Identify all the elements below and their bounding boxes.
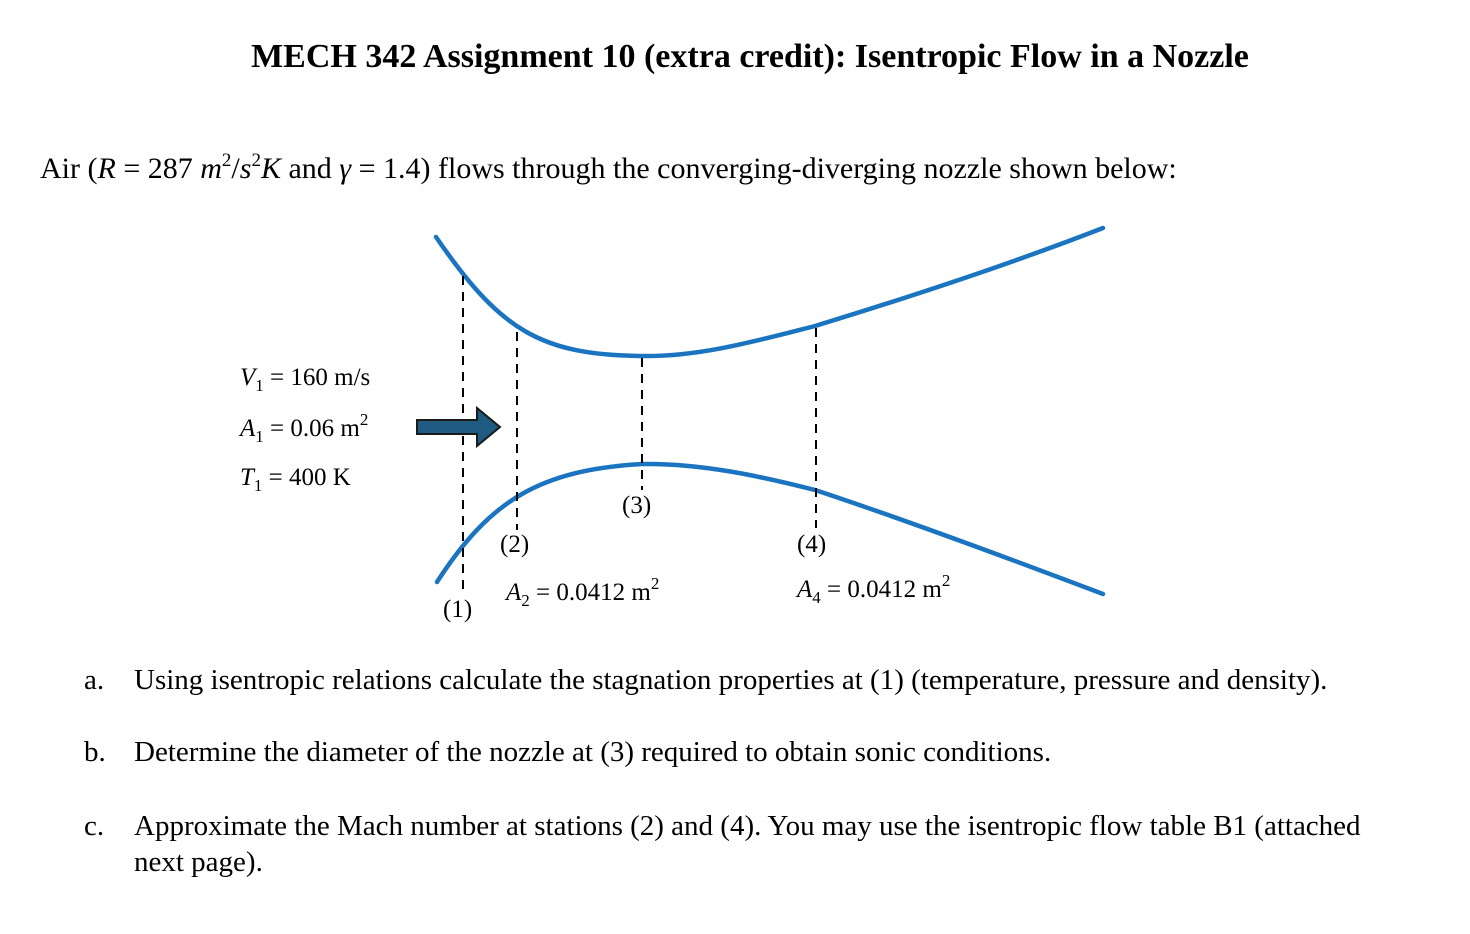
question-b [84, 734, 1051, 770]
unit-exp-2: 2 [251, 150, 261, 171]
inlet-velocity-label: $V_1 = 160$ m/s [240, 364, 371, 395]
gamma-symbol: γ [339, 152, 352, 185]
gas-constant-value: = 287 [115, 152, 201, 185]
gamma-value: = 1.4 [351, 152, 421, 185]
question-c [84, 808, 1384, 880]
question-a [84, 662, 1327, 698]
nozzle-upper-wall [436, 228, 1103, 356]
nozzle-lower-wall [437, 464, 1103, 594]
flow-direction-arrow-icon [417, 408, 500, 446]
page-title: MECH 342 Assignment 10 (extra credit): Isentropic Flow in a Nozzle [251, 38, 1249, 75]
question-a-text: Using isentropic relations calculate the stagnation properties at (1) (temperature, pressure and density). [134, 664, 1328, 696]
inlet-area-label: $A_1 = 0.06$ $m^2$ [240, 410, 369, 446]
unit-slash: / [231, 152, 240, 185]
gas-constant-symbol: R [97, 152, 116, 185]
station-2-label: (2) [500, 531, 530, 558]
question-c-letter: c. [84, 810, 105, 842]
intro-prefix: Air ( [40, 152, 98, 185]
intro-and: and [280, 152, 340, 185]
unit-m: m [200, 152, 222, 185]
unit-exp-1: 2 [221, 150, 232, 171]
area-2-label: $A_2 = 0.0412$ $m^2$ [506, 574, 660, 610]
question-a-letter: a. [84, 664, 105, 696]
station-1-label: (1) [443, 596, 473, 623]
intro-suffix: ) flows through the converging-diverging nozzle shown below: [420, 152, 1177, 185]
unit-k: K [260, 152, 281, 185]
inlet-temperature-label: $T_1 = 400$ K [240, 464, 351, 495]
station-3-label: (3) [622, 492, 652, 519]
station-4-label: (4) [797, 531, 827, 558]
question-b-text: Determine the diameter of the nozzle at (3) required to obtain sonic conditions. [134, 736, 1052, 768]
question-b-letter: b. [84, 736, 106, 768]
unit-s: s [239, 152, 252, 185]
question-c-text: Approximate the Mach number at stations (2) and (4). You may use the isentropic flow table B1 (attached next page). [134, 810, 1361, 878]
area-4-label: $A_4 = 0.0412$ $m^2$ [797, 571, 951, 607]
